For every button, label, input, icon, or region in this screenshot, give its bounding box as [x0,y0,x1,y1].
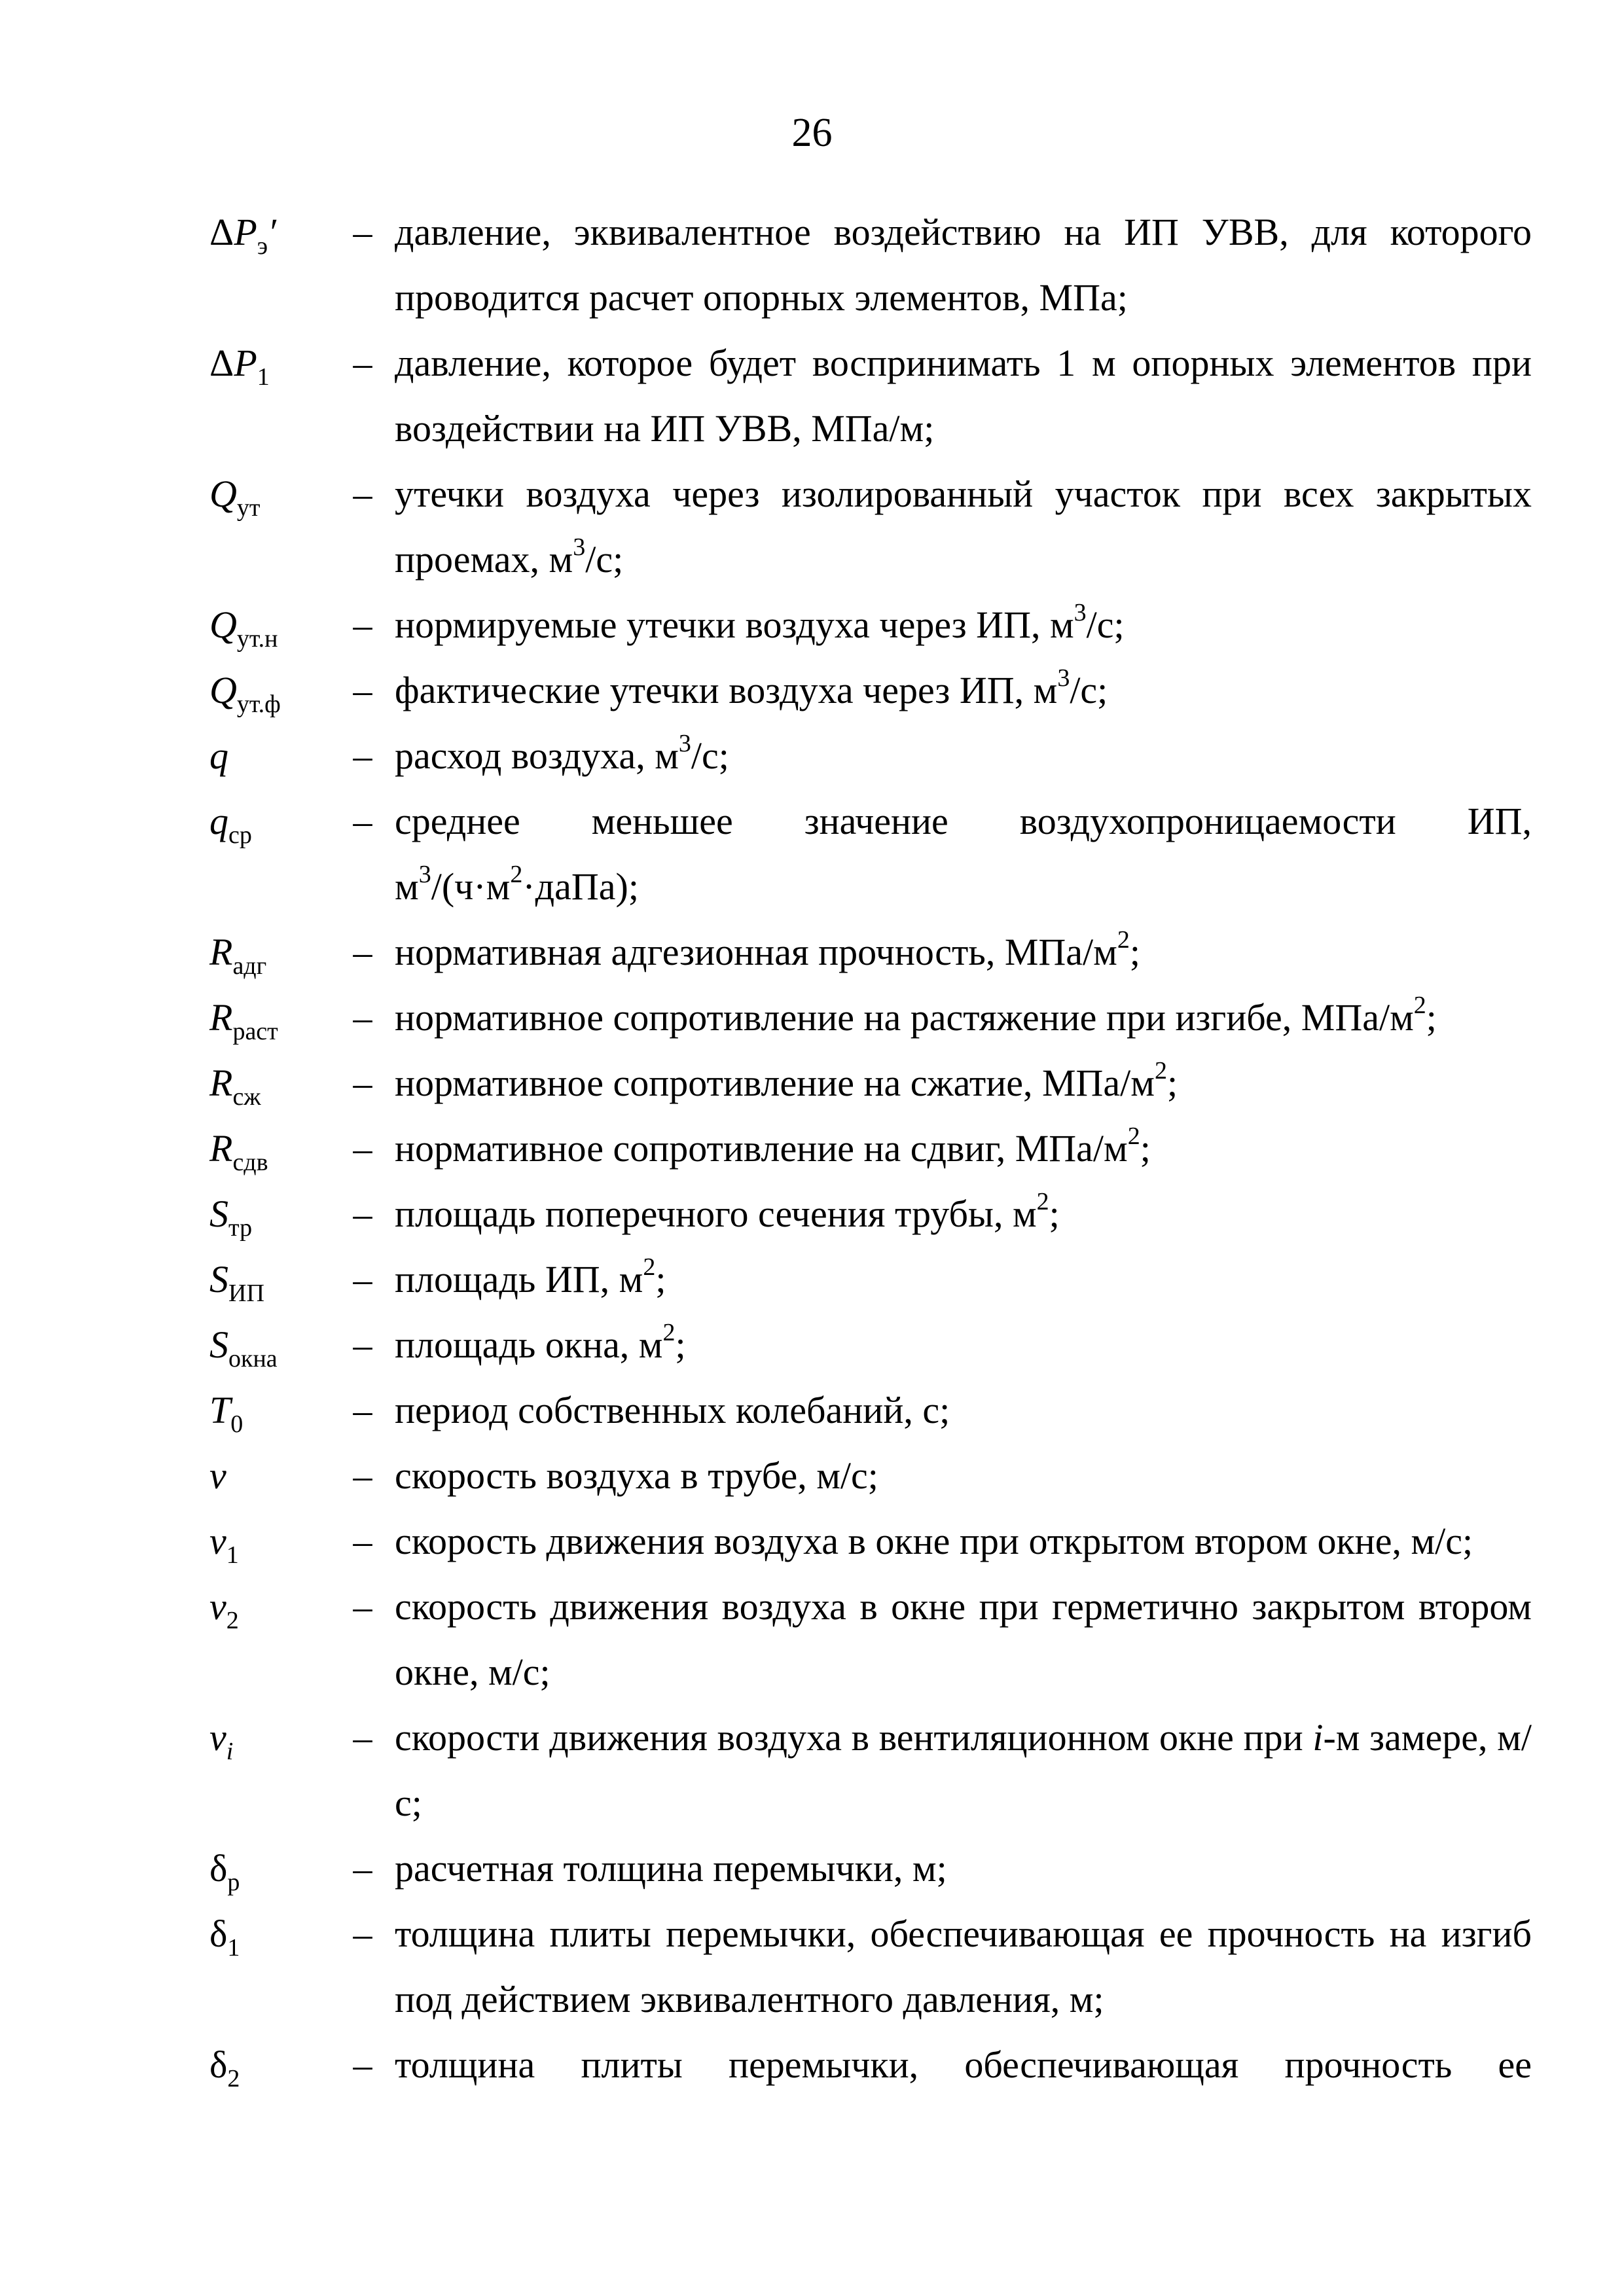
definition-row [209,461,1532,592]
dash: – [353,603,372,646]
dash: – [353,2043,372,2086]
dash: – [353,1127,372,1170]
definition-row [209,1901,1532,2032]
definition-text: скорость движения воздуха в окне при герметично закрытом втором окне, м/с; [395,1585,1532,1693]
dash: – [353,669,372,711]
definition-row [209,658,1532,723]
symbol: $S_{ИП}$ [209,1258,264,1307]
dash: – [353,1716,372,1759]
symbol: $Q_{ут}$ [209,473,261,522]
definitions-list [209,200,1532,2098]
definition-text: скорость движения воздуха в окне при открытом втором окне, м/с; [395,1520,1473,1562]
definition-row [209,985,1532,1050]
dash: – [353,1323,372,1366]
definition-text: площадь поперечного сечения трубы, $м^2$; [395,1188,1060,1235]
definition-text: толщина плиты перемычки, обеспечивающая прочность ее [395,2043,1532,2086]
page-number: 26 [791,111,833,155]
dash: – [353,1193,372,1235]
dash: – [353,1258,372,1300]
dash: – [353,1062,372,1104]
symbol: $R_{сдв}$ [209,1127,268,1176]
dash: – [353,342,372,384]
definition-row [209,1181,1532,1247]
definition-row [209,1574,1532,1705]
dash: – [353,1912,372,1955]
symbol: $\delta_2$ [209,2043,240,2092]
symbol: q [209,734,228,777]
definition-text: скорости движения воздуха в вентиляционном окне при i-м замере, м/с; [395,1716,1532,1824]
definition-text: нормативное сопротивление на сдвиг, МПа/$м^2$; [395,1122,1151,1170]
definition-row [209,723,1532,789]
symbol: $R_{адг}$ [209,931,267,980]
dash: – [353,996,372,1039]
definition-row [209,200,1532,331]
definition-row [209,331,1532,461]
symbol: $v_i$ [209,1716,234,1765]
symbol: $v_1$ [209,1520,239,1569]
symbol: $\Delta P_1$ [209,342,270,391]
definition-text: утечки воздуха через изолированный участок при всех закрытых проемах, $м^3/с$; [395,473,1532,581]
definition-row [209,1836,1532,1901]
dash: – [353,1585,372,1628]
definition-text: нормативная адгезионная прочность, МПа/$м^2$; [395,926,1140,973]
definition-text: расчетная толщина перемычки, м; [395,1847,947,1890]
definition-text: расход воздуха, $м^3/с$; [395,730,729,777]
symbol: $R_{раст}$ [209,996,278,1045]
definition-text: давление, эквивалентное воздействию на ИП УВВ, для которого проводится расчет опорных элементов, МПа; [395,211,1532,319]
definition-text: нормируемые утечки воздуха через ИП, $м^3/с$; [395,599,1125,646]
dash: – [353,1847,372,1890]
definition-row [209,1312,1532,1378]
symbol: $\delta_р$ [209,1847,240,1896]
symbol: $Q_{ут.н}$ [209,603,278,653]
definition-row [209,1509,1532,1574]
symbol: $v_2$ [209,1585,239,1634]
dash: – [353,931,372,973]
definition-text: площадь ИП, $м^2$; [395,1253,666,1300]
definition-text: нормативное сопротивление на сжатие, МПа/$м^2$; [395,1057,1178,1104]
symbol: $S_{окна}$ [209,1323,278,1372]
symbol: v [209,1454,226,1497]
definition-row [209,1705,1532,1836]
symbol: $\delta_1$ [209,1912,240,1962]
definition-row [209,920,1532,985]
definition-row [209,1443,1532,1509]
definition-text: скорость воздуха в трубе, м/с; [395,1454,878,1497]
definition-text: среднее меньшее значение воздухопроницаемости ИП, $м^3/(ч\cdot м^2\cdot даПа)$; [395,800,1532,908]
definition-row [209,592,1532,658]
dash: – [353,1389,372,1431]
definition-row [209,2032,1532,2098]
definition-text: нормативное сопротивление на растяжение при изгибе, МПа/$м^2$; [395,992,1437,1039]
dash: – [353,1520,372,1562]
symbol: $Q_{ут.ф}$ [209,669,281,718]
symbol: $S_{тр}$ [209,1193,253,1242]
definition-row [209,1050,1532,1116]
symbol: $T_0$ [209,1389,244,1438]
definition-row [209,1116,1532,1181]
symbol: $\Delta P_э'$ [209,211,276,260]
dash: – [353,473,372,515]
dash: – [353,211,372,253]
dash: – [353,1454,372,1497]
definition-text: толщина плиты перемычки, обеспечивающая ее прочность на изгиб под действием эквивалентного давления, м; [395,1912,1532,2020]
definition-text: давление, которое будет воспринимать 1 м опорных элементов при воздействии на ИП УВВ, МПа/м; [395,342,1532,450]
definition-row [209,1247,1532,1312]
definition-text: период собственных колебаний, с; [395,1389,950,1431]
definition-row [209,789,1532,920]
symbol: $R_{сж}$ [209,1062,261,1111]
definition-row [209,1378,1532,1443]
definition-text: фактические утечки воздуха через ИП, $м^3/с$; [395,664,1108,711]
dash: – [353,800,372,842]
definition-text: площадь окна, $м^2$; [395,1319,686,1366]
symbol: $q_{ср}$ [209,800,252,849]
dash: – [353,734,372,777]
